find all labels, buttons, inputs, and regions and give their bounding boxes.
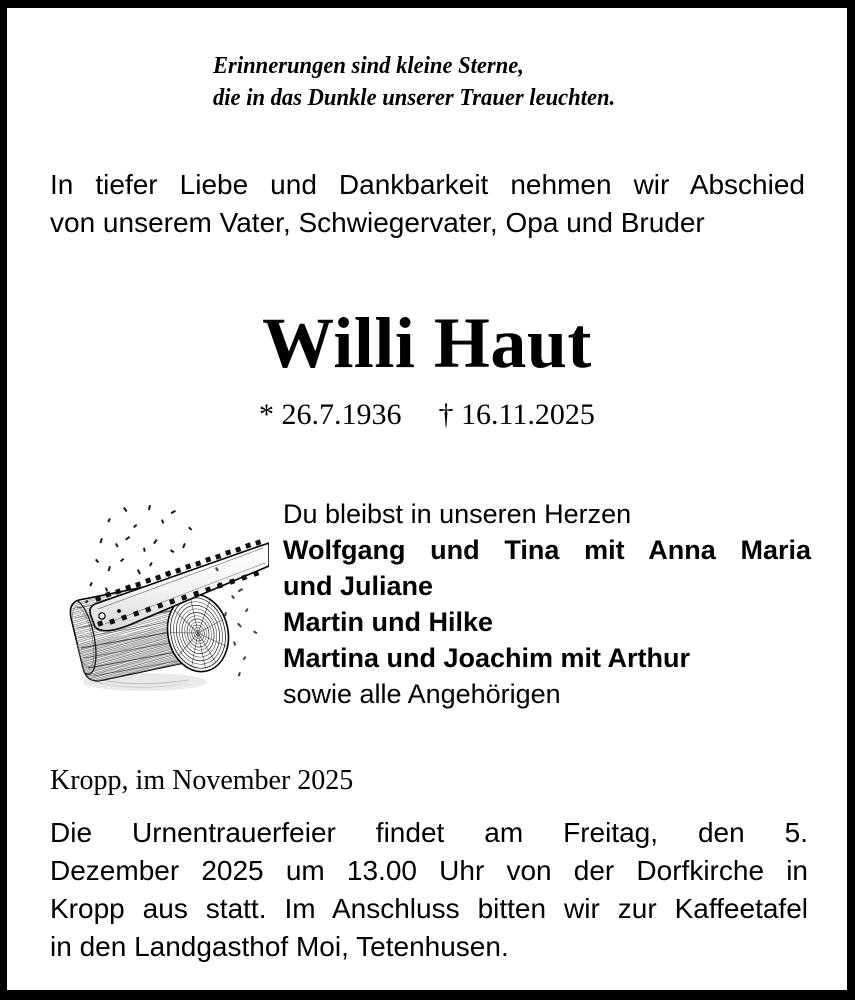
- place-and-date: Kropp, im November 2025: [50, 765, 354, 796]
- survivors-block: [283, 496, 811, 712]
- verse-line-1: Erinnerungen sind kleine Sterne,: [213, 53, 524, 79]
- chainsaw-log-illustration: [57, 496, 269, 696]
- survivor-family-1: Wolfgang und Tina mit Anna Maria: [283, 535, 811, 565]
- survivor-family-2: und Juliane: [283, 571, 434, 601]
- survivors-intro: Du bleibst in unseren Herzen: [283, 499, 632, 529]
- frame-border-right: [847, 0, 855, 1000]
- survivor-family-4: Martina und Joachim mit Arthur: [283, 643, 691, 673]
- frame-border-bottom: [0, 990, 855, 1000]
- intro-paragraph: [50, 166, 805, 242]
- frame-border-left: [0, 0, 7, 1000]
- intro-line-2: von unserem Vater, Schwiegervater, Opa und Bruder: [50, 207, 705, 238]
- life-dates: [7, 397, 847, 433]
- birth-symbol: *: [259, 398, 275, 431]
- death-symbol: †: [438, 398, 454, 431]
- frame-border-top: [0, 0, 855, 8]
- survivors-closing: sowie alle Angehörigen: [283, 679, 561, 709]
- death-date: 16.11.2025: [461, 398, 595, 431]
- verse-line-2: die in das Dunkle unserer Trauer leuchten.: [213, 85, 616, 111]
- birth-date: 26.7.1936: [281, 398, 402, 431]
- survivor-family-3: Martin und Hilke: [283, 607, 494, 637]
- bar-rivet: [117, 609, 121, 613]
- intro-line-1: In tiefer Liebe und Dankbarkeit nehmen wir Abschied: [50, 169, 805, 200]
- ceremony-line-2: Dezember 2025 um 13.00 Uhr von der Dorfkirche in: [50, 855, 808, 886]
- ceremony-line-1: Die Urnentrauerfeier findet am Freitag, den 5.: [50, 817, 808, 848]
- deceased-name: Willi Haut: [262, 303, 592, 383]
- ceremony-line-4: in den Landgasthof Moi, Tetenhusen.: [50, 931, 509, 962]
- notice-content: [7, 8, 847, 990]
- ceremony-line-3: Kropp aus statt. Im Anschluss bitten wir zur Kaffeetafel: [50, 893, 808, 924]
- bar-nose-rivet: [99, 613, 105, 619]
- epitaph-verse: [7, 50, 847, 114]
- ceremony-details: [50, 814, 808, 966]
